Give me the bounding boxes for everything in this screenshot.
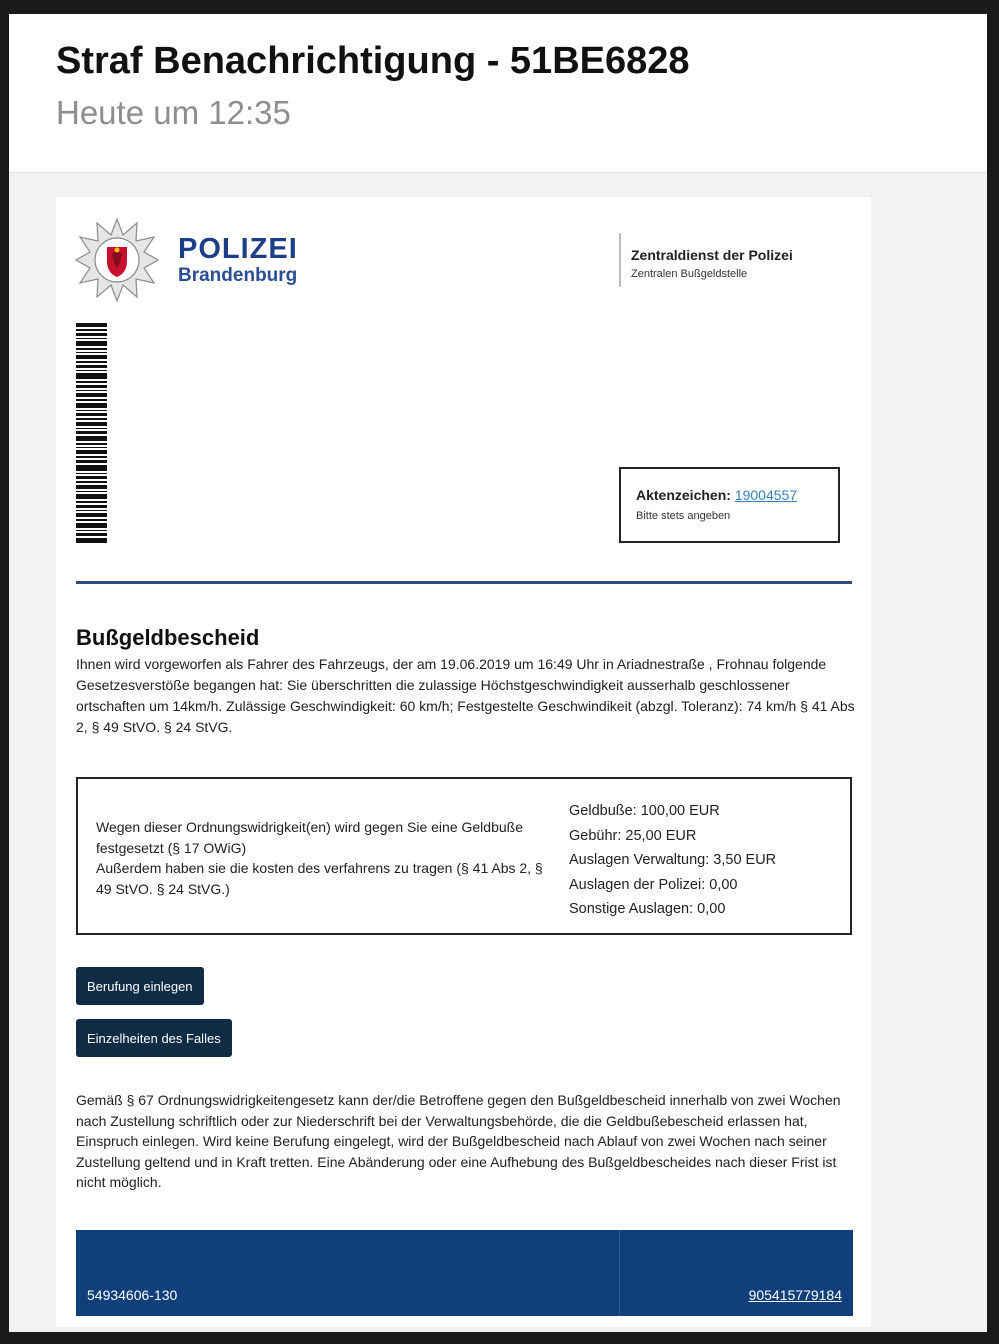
police-star-eagle-icon	[74, 217, 160, 303]
brand-subtitle: Brandenburg	[178, 265, 298, 286]
footer-code: 54934606-130	[87, 1287, 178, 1303]
reference-hint: Bitte stets angeben	[636, 510, 731, 522]
cost-item-police: Auslagen der Polizei: 0,00	[569, 876, 738, 893]
cost-item-other: Sonstige Auslagen: 0,00	[569, 901, 726, 917]
section-divider	[76, 581, 852, 584]
fine-explanation-line-2: Außerdem haben sie die kosten des verfahrens zu tragen (§ 41 Abs 2, § 49 StVO. § 24 StVG.)	[96, 860, 543, 897]
department-subtitle: Zentralen Bußgeldstelle	[631, 268, 748, 280]
email-subject: Straf Benachrichtigung - 51BE6828	[56, 40, 690, 82]
fine-explanation-line-1: Wegen dieser Ordnungswidrigkeit(en) wird gegen Sie eine Geldbuße festgesetzt (§ 17 OWiG)	[96, 819, 523, 856]
cost-item-fee: Gebühr: 25,00 EUR	[569, 827, 697, 844]
legal-notice: Gemäß § 67 Ordnungswidrigkeitengesetz kann der/die Betroffene gegen den Bußgeldbescheid innerhalb von zwei Wochen nach Zustellung schriftlich oder zur Niederschrift bei der Verwaltungsbehörde, die die Geldbußebescheid erlassen hat, Einspruch einlegen. Wird keine Berufung eingelegt, wird der Bußgeldbescheid nach Ablauf von zwei Wochen nach seiner Zustellung geltend und in Kraft tretten. Eine Abänderung oder eine Aufhebung des Bußgeldbescheides nach dieser Frist ist nicht möglich.	[76, 1092, 841, 1190]
reference-box	[619, 467, 840, 543]
document-footer	[76, 1230, 853, 1316]
reference-number-link[interactable]: 19004557	[734, 487, 798, 503]
email-header	[9, 14, 987, 173]
case-details-button[interactable]: Einzelheiten des Falles	[76, 1019, 232, 1057]
letterhead-divider	[619, 233, 621, 287]
email-timestamp: Heute um 12:35	[56, 94, 291, 131]
fine-summary-box	[76, 777, 852, 935]
barcode-graphic	[76, 323, 107, 543]
footer-divider	[619, 1230, 620, 1316]
email-window	[9, 14, 987, 1332]
notice-title: Bußgeldbescheid	[76, 625, 260, 650]
reference-label: Aktenzeichen:	[636, 487, 731, 503]
reference-line	[636, 487, 797, 503]
brand-title: POLIZEI	[178, 233, 298, 265]
notice-body: Ihnen wird vorgeworfen als Fahrer des Fahrzeugs, der am 19.06.2019 um 16:49 Uhr in Ariadnestraße , Frohnau folgende Gesetzesverstöße begangen hat: Sie überschritten die zulassige Höchstgeschwindigkeit ausserhalb geschlossener ortschaften um 14km/h. Zulässige Geschwindigkeit: 60 km/h; Festgestelte Geschwindikeit (abzgl. Toleranz): 74 km/h § 41 Abs 2, § 49 StVO. § 24 StVG.	[76, 656, 855, 735]
fine-explanation	[96, 817, 556, 899]
department-title: Zentraldienst der Polizei	[631, 247, 793, 263]
appeal-button[interactable]: Berufung einlegen	[76, 967, 204, 1005]
footer-link[interactable]: 905415779184	[748, 1287, 842, 1303]
cost-item-fine: Geldbuße: 100,00 EUR	[569, 803, 720, 819]
fine-notice-document	[56, 197, 871, 1327]
cost-item-admin: Auslagen Verwaltung: 3,50 EUR	[569, 852, 777, 868]
fine-cost-list	[569, 799, 776, 922]
